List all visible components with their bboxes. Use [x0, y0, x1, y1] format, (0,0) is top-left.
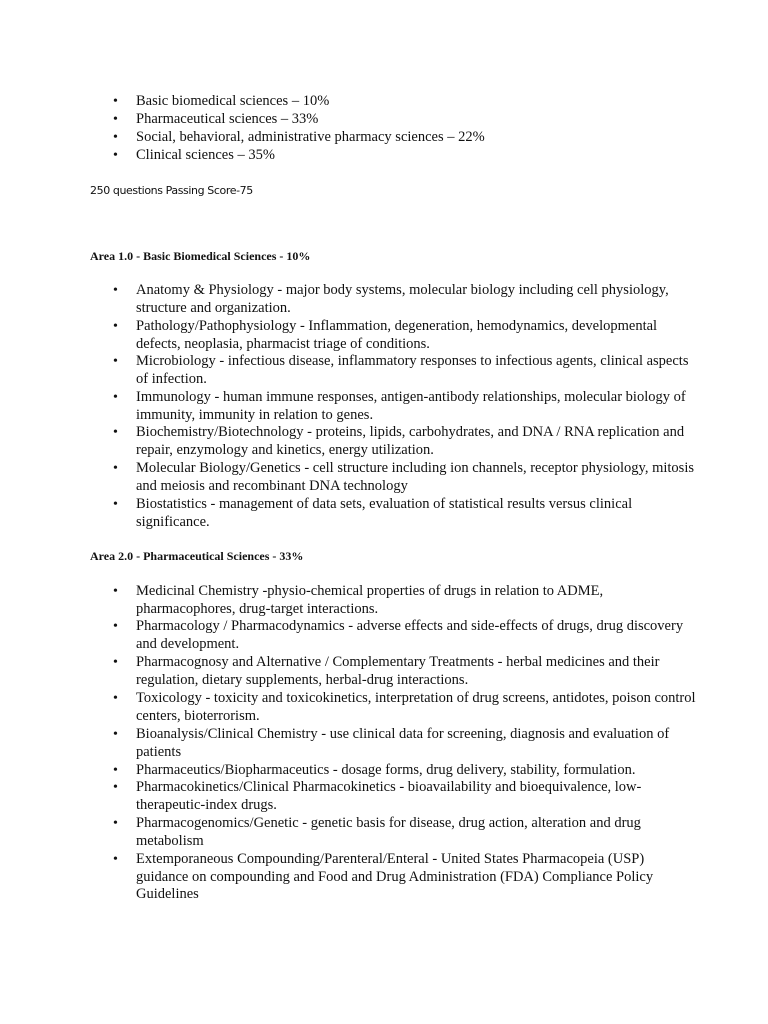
- list-item: • Pharmacognosy and Alternative / Complementary Treatments - herbal medicines and their regulation, dietary supplements, herbal-drug interactions.: [136, 654, 696, 689]
- list-item: • Basic biomedical sciences – 10%: [136, 93, 696, 111]
- list-item: • Pharmacology / Pharmacodynamics - adverse effects and side-effects of drugs, drug discovery and development.: [136, 618, 696, 653]
- area1-heading: Area 1.0 - Basic Biomedical Sciences - 10%: [90, 249, 311, 263]
- list-item: • Clinical sciences – 35%: [136, 147, 696, 165]
- area2-heading: Area 2.0 - Pharmaceutical Sciences - 33%: [90, 549, 304, 563]
- list-item: • Pharmacokinetics/Clinical Pharmacokinetics - bioavailability and bioequivalence, low-therapeutic-index drugs.: [136, 779, 696, 814]
- list-item: • Anatomy & Physiology - major body systems, molecular biology including cell physiology, structure and organization.: [136, 282, 696, 317]
- list-item: • Extemporaneous Compounding/Parenteral/Enteral - United States Pharmacopeia (USP) guidance on compounding and Food and Drug Administration (FDA) Compliance Policy Guidelines: [136, 851, 696, 904]
- list-item: • Medicinal Chemistry -physio-chemical properties of drugs in relation to ADME, pharmacophores, drug-target interactions.: [136, 583, 696, 618]
- list-item: • Biochemistry/Biotechnology - proteins, lipids, carbohydrates, and DNA / RNA replication and repair, enzymology and kinetics, energy utilization.: [136, 424, 696, 459]
- score-line: 250 questions Passing Score-75: [90, 184, 253, 197]
- list-item: • Toxicology - toxicity and toxicokinetics, interpretation of drug screens, antidotes, poison control centers, bioterrorism.: [136, 690, 696, 725]
- list-item: • Biostatistics - management of data sets, evaluation of statistical results versus clinical significance.: [136, 496, 696, 531]
- list-item: • Molecular Biology/Genetics - cell structure including ion channels, receptor physiology, mitosis and meiosis and recombinant DNA technology: [136, 460, 696, 495]
- list-item: • Pathology/Pathophysiology - Inflammation, degeneration, hemodynamics, developmental defects, neoplasia, pharmacist triage of conditions.: [136, 318, 696, 353]
- list-item: • Bioanalysis/Clinical Chemistry - use clinical data for screening, diagnosis and evaluation of patients: [136, 726, 696, 761]
- list-item: • Immunology - human immune responses, antigen-antibody relationships, molecular biology of immunity, immunity in relation to genes.: [136, 389, 696, 424]
- list-item: • Pharmaceutics/Biopharmaceutics - dosage forms, drug delivery, stability, formulation.: [136, 762, 696, 780]
- list-item: • Microbiology - infectious disease, inflammatory responses to infectious agents, clinical aspects of infection.: [136, 353, 696, 388]
- list-item: • Pharmacogenomics/Genetic - genetic basis for disease, drug action, alteration and drug metabolism: [136, 815, 696, 850]
- list-item: • Social, behavioral, administrative pharmacy sciences – 22%: [136, 129, 696, 147]
- list-item: • Pharmaceutical sciences – 33%: [136, 111, 696, 129]
